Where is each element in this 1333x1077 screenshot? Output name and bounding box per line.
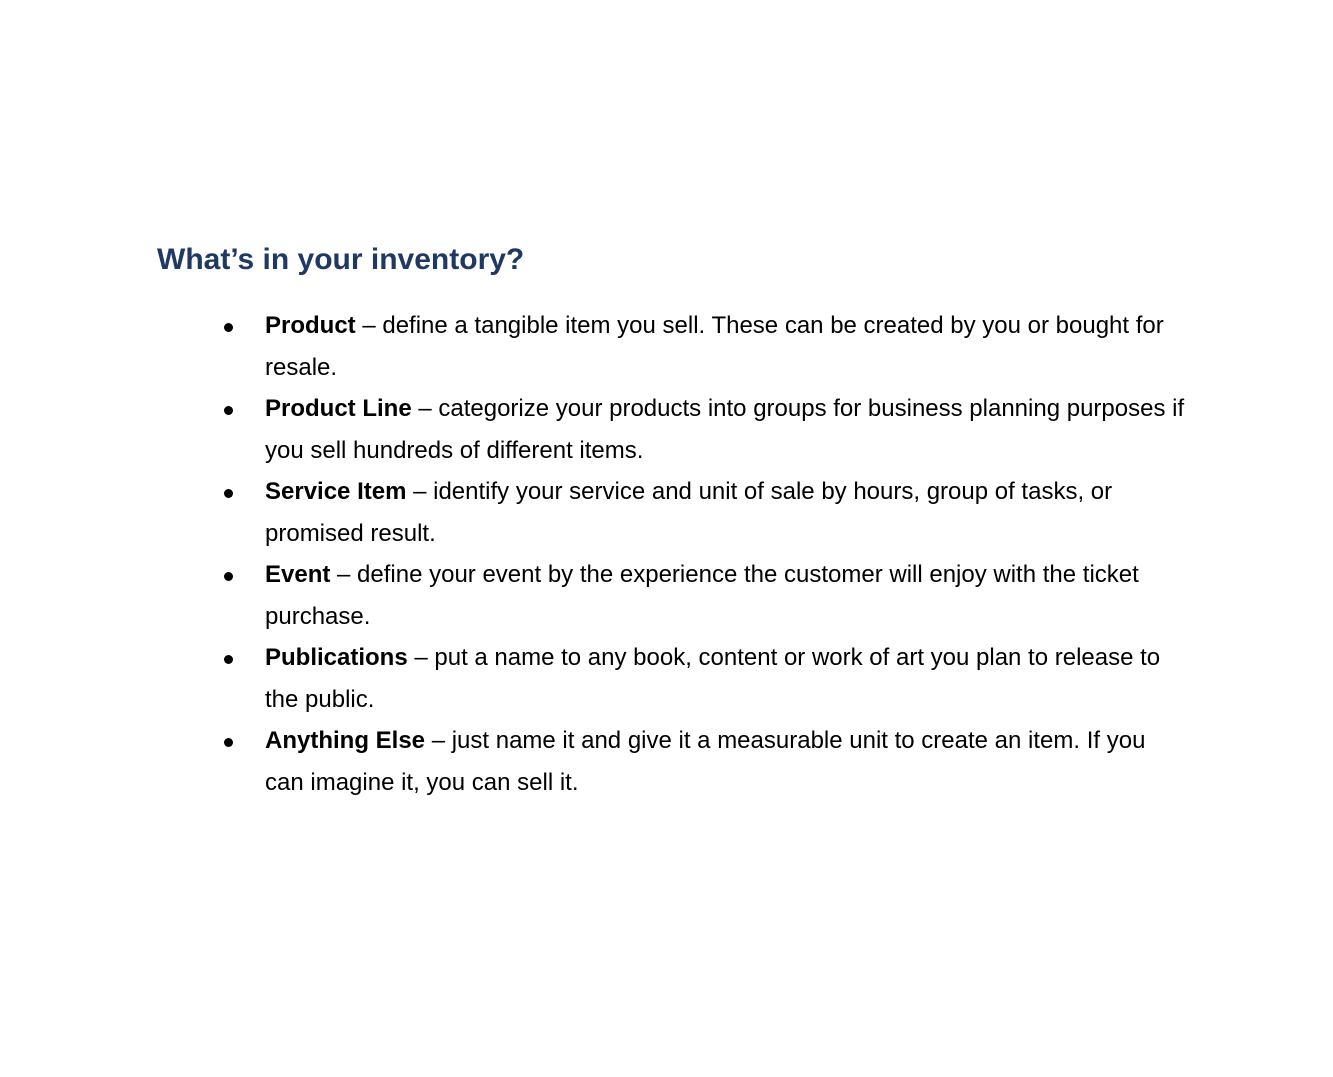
bullet-icon (224, 572, 233, 581)
list-item-product-line (0, 388, 1185, 471)
list-item-service-item (0, 471, 1185, 554)
page-heading: What’s in your inventory? (157, 243, 525, 276)
bullet-icon (224, 738, 233, 747)
bullet-icon (224, 406, 233, 415)
bullet-icon (224, 323, 233, 332)
item-term: Anything Else (265, 727, 426, 754)
item-term: Service Item (265, 478, 407, 505)
item-term: Product Line (265, 395, 412, 422)
item-description: – define your event by the experience the customer will enjoy with the ticket purchase. (265, 561, 1139, 630)
item-description: – put a name to any book, content or work of art you plan to release to the public. (265, 644, 1161, 713)
list-item-anything-else (0, 720, 1185, 803)
list-item-event (0, 554, 1185, 637)
item-description: – identify your service and unit of sale by hours, group of tasks, or promised result. (265, 478, 1113, 547)
item-description: – define a tangible item you sell. These can be created by you or bought for resale. (265, 312, 1164, 381)
item-description: – just name it and give it a measurable unit to create an item. If you can imagine it, you can sell it. (265, 727, 1146, 796)
bullet-icon (224, 489, 233, 498)
item-term: Product (265, 312, 356, 339)
list-item-publications (0, 637, 1185, 720)
list-item-product (0, 305, 1185, 388)
item-term: Event (265, 561, 331, 588)
inventory-list (0, 305, 1185, 803)
item-term: Publications (265, 644, 408, 671)
item-description: – categorize your products into groups for business planning purposes if you sell hundreds of different items. (265, 395, 1185, 464)
bullet-icon (224, 655, 233, 664)
